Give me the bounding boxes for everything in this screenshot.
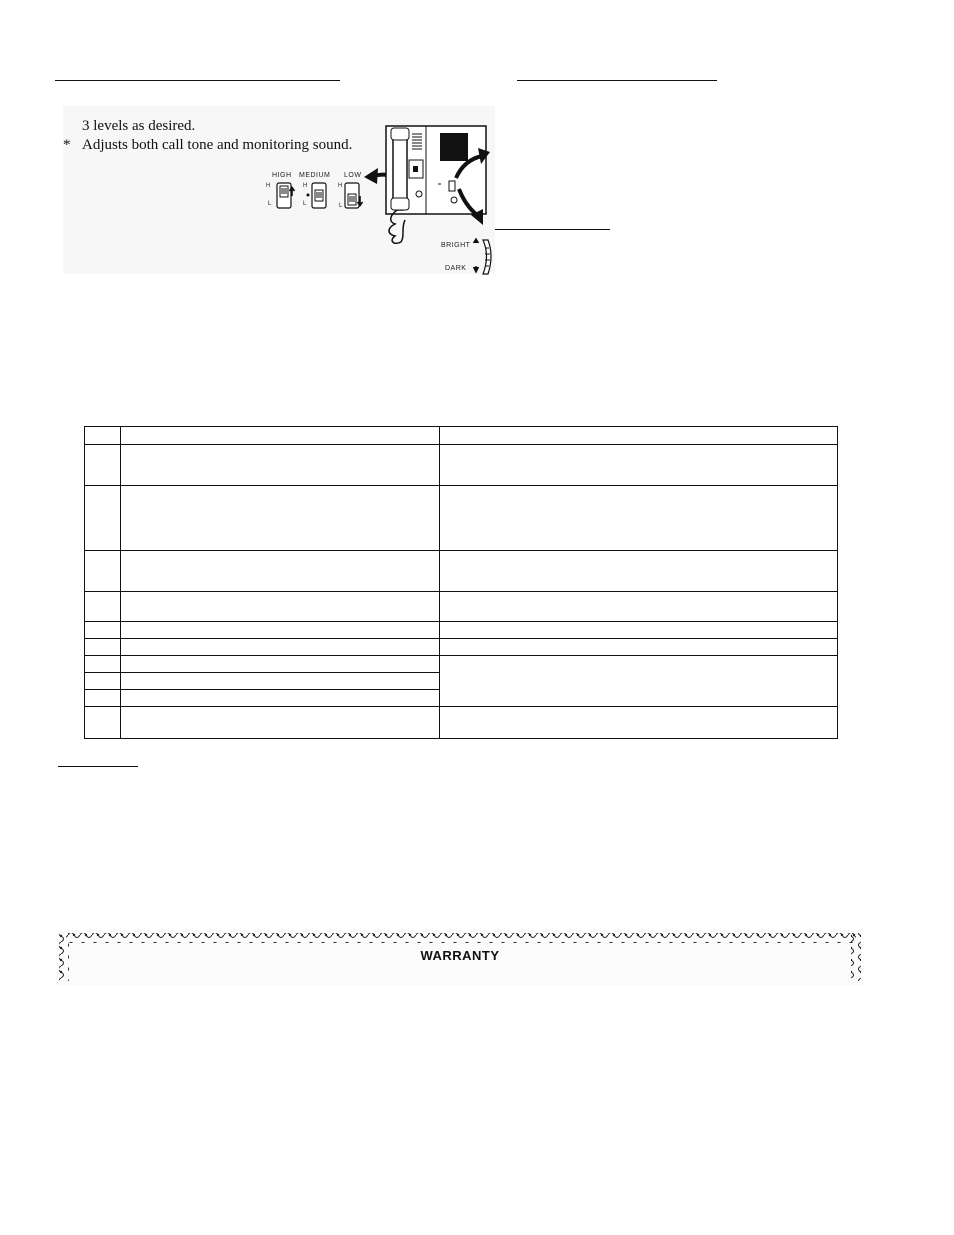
brightness-heading-rule <box>517 80 717 81</box>
brightness-subheading-rule <box>495 229 610 230</box>
warranty-title: WARRANTY <box>420 948 500 963</box>
table-row <box>85 639 838 656</box>
switch3-l-mark: L <box>339 203 343 209</box>
volume-note-bullet: * <box>63 137 71 153</box>
brightness-knob-icon <box>470 238 492 276</box>
table-row <box>85 656 838 673</box>
volume-note-line2: Adjusts both call tone and monitoring sound. <box>82 137 353 153</box>
curved-arrow-icon <box>450 142 495 182</box>
switch-label-medium: MEDIUM <box>299 172 331 179</box>
table-row <box>85 551 838 592</box>
switch2-h-mark: H <box>303 183 308 189</box>
curved-arrow-icon <box>455 185 490 235</box>
table-row <box>85 707 838 739</box>
table-row <box>85 445 838 486</box>
slide-switch-icon <box>276 182 294 210</box>
switch-label-low: LOW <box>344 172 362 179</box>
warranty-banner <box>56 930 864 986</box>
switch-label-high: HIGH <box>272 172 292 179</box>
volume-note-line1: 3 levels as desired. <box>82 118 196 134</box>
troubleshooting-table <box>84 426 838 739</box>
switch2-l-mark: L <box>303 201 307 207</box>
bright-label: BRIGHT <box>441 242 471 249</box>
table-row <box>85 486 838 551</box>
dark-label: DARK <box>445 265 467 272</box>
volume-heading-rule <box>55 80 340 81</box>
switch3-h-mark: H <box>338 183 343 189</box>
table-row <box>85 592 838 622</box>
slide-switch-icon <box>311 182 329 210</box>
switch1-h-mark: H <box>266 183 271 189</box>
table-header-row <box>85 427 838 445</box>
table-row <box>85 622 838 639</box>
switch1-l-mark: L <box>268 201 272 207</box>
note-heading-rule <box>58 766 138 767</box>
